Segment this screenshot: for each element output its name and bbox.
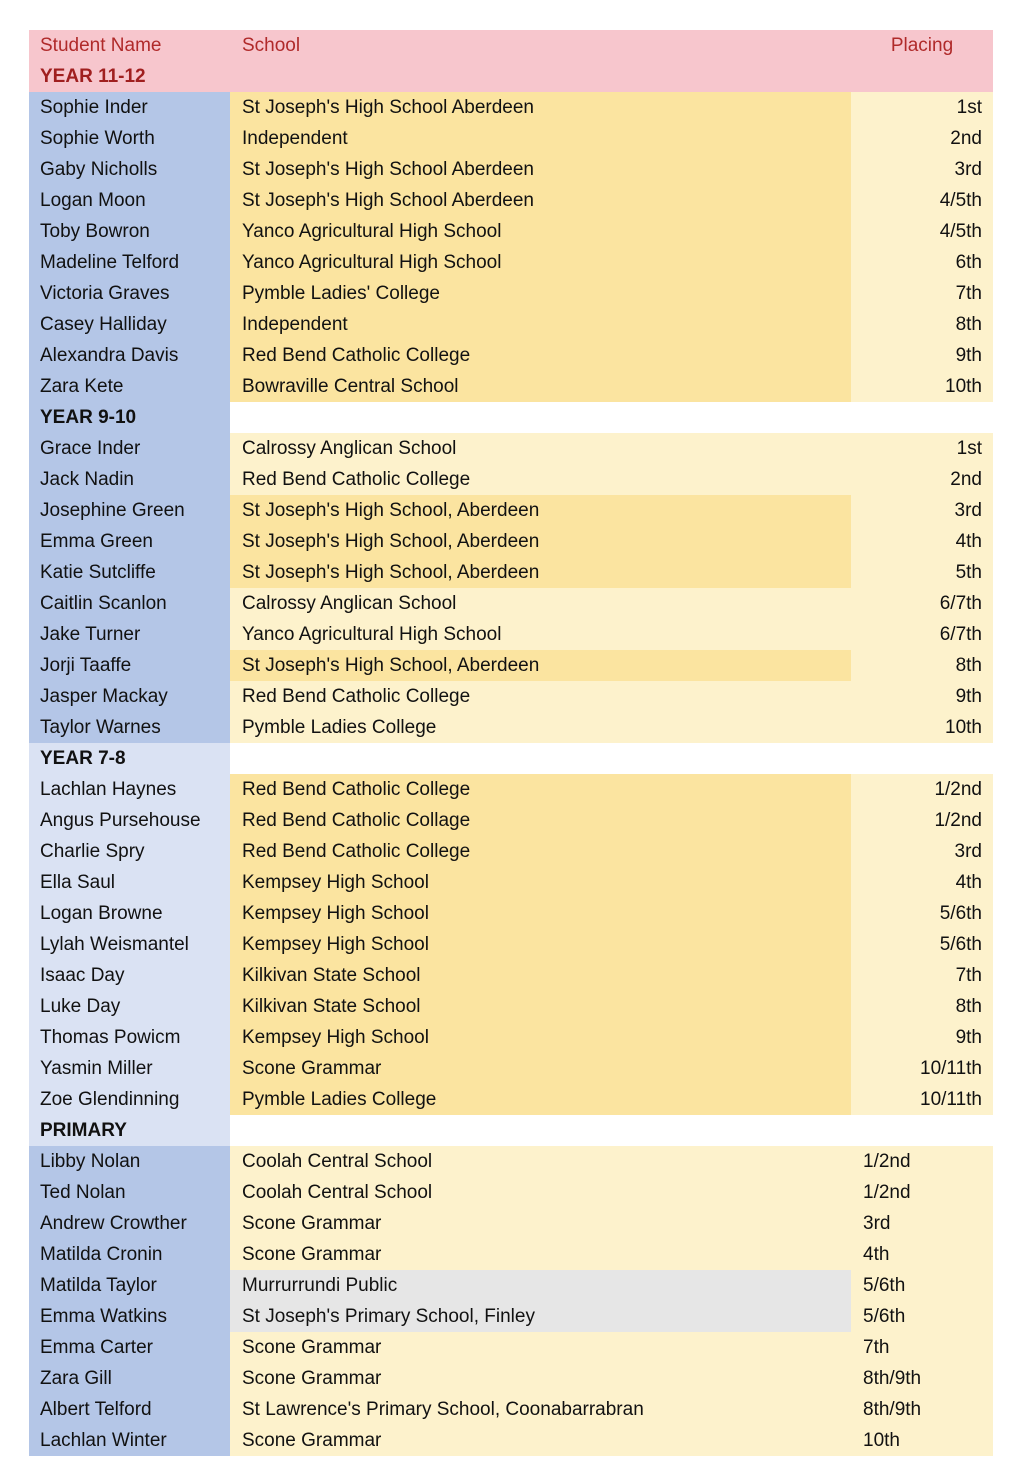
placing: 4th: [851, 526, 993, 557]
table-row: [29, 1177, 993, 1208]
school-name: St Joseph's High School, Aberdeen: [230, 557, 851, 588]
table-row: [29, 557, 993, 588]
table-row: [29, 1084, 993, 1115]
table-row: [29, 1394, 993, 1425]
table-row: [29, 929, 993, 960]
school-name: Yanco Agricultural High School: [230, 216, 851, 247]
table-row: [29, 681, 993, 712]
group-header-row: [29, 61, 993, 92]
placing: 8th: [851, 309, 993, 340]
school-name: Scone Grammar: [230, 1425, 851, 1456]
school-name: St Joseph's High School, Aberdeen: [230, 495, 851, 526]
group-spacer: [851, 61, 993, 92]
group-spacer: [851, 1115, 993, 1146]
group-spacer: [851, 402, 993, 433]
table-row: [29, 1053, 993, 1084]
placing: 1st: [851, 92, 993, 123]
table-row: [29, 1146, 993, 1177]
table-row: [29, 619, 993, 650]
placing: 10/11th: [851, 1084, 993, 1115]
school-name: St Joseph's High School, Aberdeen: [230, 650, 851, 681]
student-name: Yasmin Miller: [29, 1053, 230, 1084]
group-header-row: [29, 743, 993, 774]
placing: 5/6th: [851, 898, 993, 929]
table-row: [29, 185, 993, 216]
table-row: [29, 1332, 993, 1363]
placing: 8th/9th: [851, 1394, 993, 1425]
placing: 3rd: [851, 1208, 993, 1239]
school-name: Red Bend Catholic College: [230, 774, 851, 805]
table-row: [29, 495, 993, 526]
group-spacer: [230, 1115, 851, 1146]
school-name: St Joseph's High School, Aberdeen: [230, 526, 851, 557]
school-name: Red Bend Catholic College: [230, 464, 851, 495]
student-name: Charlie Spry: [29, 836, 230, 867]
placing: 7th: [851, 1332, 993, 1363]
placing: 5/6th: [851, 1301, 993, 1332]
school-name: Kempsey High School: [230, 929, 851, 960]
header-student-name: Student Name: [29, 30, 230, 61]
table-row: [29, 247, 993, 278]
placing: 9th: [851, 681, 993, 712]
table-row: [29, 774, 993, 805]
school-name: Murrurrundi Public: [230, 1270, 851, 1301]
school-name: Red Bend Catholic Collage: [230, 805, 851, 836]
placing: 1/2nd: [851, 1146, 993, 1177]
school-name: St Joseph's High School Aberdeen: [230, 185, 851, 216]
placing: 10th: [851, 712, 993, 743]
school-name: St Lawrence's Primary School, Coonabarrabran: [230, 1394, 851, 1425]
student-name: Josephine Green: [29, 495, 230, 526]
placing: 7th: [851, 960, 993, 991]
table-row: [29, 464, 993, 495]
table-row: [29, 278, 993, 309]
school-name: Kempsey High School: [230, 867, 851, 898]
placing: 8th: [851, 991, 993, 1022]
table-row: [29, 1363, 993, 1394]
school-name: Pymble Ladies College: [230, 712, 851, 743]
school-name: Yanco Agricultural High School: [230, 619, 851, 650]
school-name: Scone Grammar: [230, 1363, 851, 1394]
student-name: Jorji Taaffe: [29, 650, 230, 681]
student-name: Thomas Powicm: [29, 1022, 230, 1053]
student-name: Matilda Cronin: [29, 1239, 230, 1270]
student-name: Luke Day: [29, 991, 230, 1022]
group-title: YEAR 11-12: [29, 61, 230, 92]
placing: 9th: [851, 340, 993, 371]
table-row: [29, 216, 993, 247]
student-name: Gaby Nicholls: [29, 154, 230, 185]
table-row: [29, 588, 993, 619]
student-name: Albert Telford: [29, 1394, 230, 1425]
student-name: Ella Saul: [29, 867, 230, 898]
placing: 10th: [851, 1425, 993, 1456]
placing: 3rd: [851, 495, 993, 526]
placing: 2nd: [851, 464, 993, 495]
student-name: Lachlan Winter: [29, 1425, 230, 1456]
placing: 10/11th: [851, 1053, 993, 1084]
student-name: Emma Green: [29, 526, 230, 557]
table-row: [29, 371, 993, 402]
school-name: Calrossy Anglican School: [230, 433, 851, 464]
student-name: Alexandra Davis: [29, 340, 230, 371]
student-name: Lylah Weismantel: [29, 929, 230, 960]
student-name: Zara Kete: [29, 371, 230, 402]
placing: 1/2nd: [851, 805, 993, 836]
student-name: Zara Gill: [29, 1363, 230, 1394]
table-row: [29, 712, 993, 743]
student-name: Sophie Worth: [29, 123, 230, 154]
placing: 10th: [851, 371, 993, 402]
table-row: [29, 836, 993, 867]
group-header-row: [29, 402, 993, 433]
school-name: Kilkivan State School: [230, 991, 851, 1022]
table-row: [29, 1239, 993, 1270]
table-row: [29, 433, 993, 464]
student-name: Taylor Warnes: [29, 712, 230, 743]
student-name: Sophie Inder: [29, 92, 230, 123]
school-name: Scone Grammar: [230, 1053, 851, 1084]
school-name: Pymble Ladies College: [230, 1084, 851, 1115]
group-title: YEAR 7-8: [29, 743, 230, 774]
student-name: Jake Turner: [29, 619, 230, 650]
placing: 3rd: [851, 154, 993, 185]
placing: 4th: [851, 867, 993, 898]
student-name: Isaac Day: [29, 960, 230, 991]
school-name: Red Bend Catholic College: [230, 836, 851, 867]
student-name: Logan Moon: [29, 185, 230, 216]
placing: 8th: [851, 650, 993, 681]
group-spacer: [851, 743, 993, 774]
student-name: Emma Carter: [29, 1332, 230, 1363]
placing: 2nd: [851, 123, 993, 154]
school-name: Independent: [230, 123, 851, 154]
placing: 6th: [851, 247, 993, 278]
group-title: PRIMARY: [29, 1115, 230, 1146]
results-table: [29, 30, 993, 1456]
placing: 5th: [851, 557, 993, 588]
placing: 5/6th: [851, 929, 993, 960]
student-name: Lachlan Haynes: [29, 774, 230, 805]
placing: 7th: [851, 278, 993, 309]
school-name: St Joseph's Primary School, Finley: [230, 1301, 851, 1332]
table-row: [29, 154, 993, 185]
placing: 4/5th: [851, 185, 993, 216]
group-header-row: [29, 1115, 993, 1146]
student-name: Matilda Taylor: [29, 1270, 230, 1301]
placing: 9th: [851, 1022, 993, 1053]
table-row: [29, 92, 993, 123]
student-name: Grace Inder: [29, 433, 230, 464]
student-name: Angus Pursehouse: [29, 805, 230, 836]
school-name: Coolah Central School: [230, 1146, 851, 1177]
school-name: Kempsey High School: [230, 1022, 851, 1053]
school-name: Red Bend Catholic College: [230, 681, 851, 712]
group-spacer: [230, 743, 851, 774]
school-name: Independent: [230, 309, 851, 340]
group-spacer: [230, 402, 851, 433]
student-name: Zoe Glendinning: [29, 1084, 230, 1115]
table-row: [29, 650, 993, 681]
table-row: [29, 991, 993, 1022]
placing: 1st: [851, 433, 993, 464]
placing: 4/5th: [851, 216, 993, 247]
table-row: [29, 123, 993, 154]
student-name: Jack Nadin: [29, 464, 230, 495]
student-name: Toby Bowron: [29, 216, 230, 247]
table-row: [29, 526, 993, 557]
school-name: Kilkivan State School: [230, 960, 851, 991]
school-name: Yanco Agricultural High School: [230, 247, 851, 278]
table-row: [29, 309, 993, 340]
student-name: Katie Sutcliffe: [29, 557, 230, 588]
school-name: St Joseph's High School Aberdeen: [230, 92, 851, 123]
table-header: [29, 30, 993, 61]
school-name: Bowraville Central School: [230, 371, 851, 402]
placing: 4th: [851, 1239, 993, 1270]
placing: 8th/9th: [851, 1363, 993, 1394]
placing: 3rd: [851, 836, 993, 867]
school-name: Pymble Ladies' College: [230, 278, 851, 309]
student-name: Caitlin Scanlon: [29, 588, 230, 619]
header-placing: Placing: [851, 30, 993, 61]
school-name: Scone Grammar: [230, 1239, 851, 1270]
placing: 1/2nd: [851, 1177, 993, 1208]
table-row: [29, 1301, 993, 1332]
table-row: [29, 805, 993, 836]
student-name: Andrew Crowther: [29, 1208, 230, 1239]
student-name: Emma Watkins: [29, 1301, 230, 1332]
student-name: Jasper Mackay: [29, 681, 230, 712]
header-school: School: [230, 30, 851, 61]
group-title: YEAR 9-10: [29, 402, 230, 433]
student-name: Libby Nolan: [29, 1146, 230, 1177]
table-row: [29, 1208, 993, 1239]
table-row: [29, 340, 993, 371]
student-name: Victoria Graves: [29, 278, 230, 309]
table-row: [29, 1022, 993, 1053]
placing: 6/7th: [851, 619, 993, 650]
table-row: [29, 960, 993, 991]
student-name: Madeline Telford: [29, 247, 230, 278]
school-name: Kempsey High School: [230, 898, 851, 929]
placing: 5/6th: [851, 1270, 993, 1301]
student-name: Casey Halliday: [29, 309, 230, 340]
group-spacer: [230, 61, 851, 92]
school-name: Calrossy Anglican School: [230, 588, 851, 619]
table-row: [29, 1425, 993, 1456]
school-name: Scone Grammar: [230, 1332, 851, 1363]
school-name: Scone Grammar: [230, 1208, 851, 1239]
placing: 1/2nd: [851, 774, 993, 805]
student-name: Ted Nolan: [29, 1177, 230, 1208]
table-row: [29, 867, 993, 898]
school-name: Coolah Central School: [230, 1177, 851, 1208]
table-row: [29, 1270, 993, 1301]
school-name: St Joseph's High School Aberdeen: [230, 154, 851, 185]
placing: 6/7th: [851, 588, 993, 619]
school-name: Red Bend Catholic College: [230, 340, 851, 371]
student-name: Logan Browne: [29, 898, 230, 929]
table-row: [29, 898, 993, 929]
